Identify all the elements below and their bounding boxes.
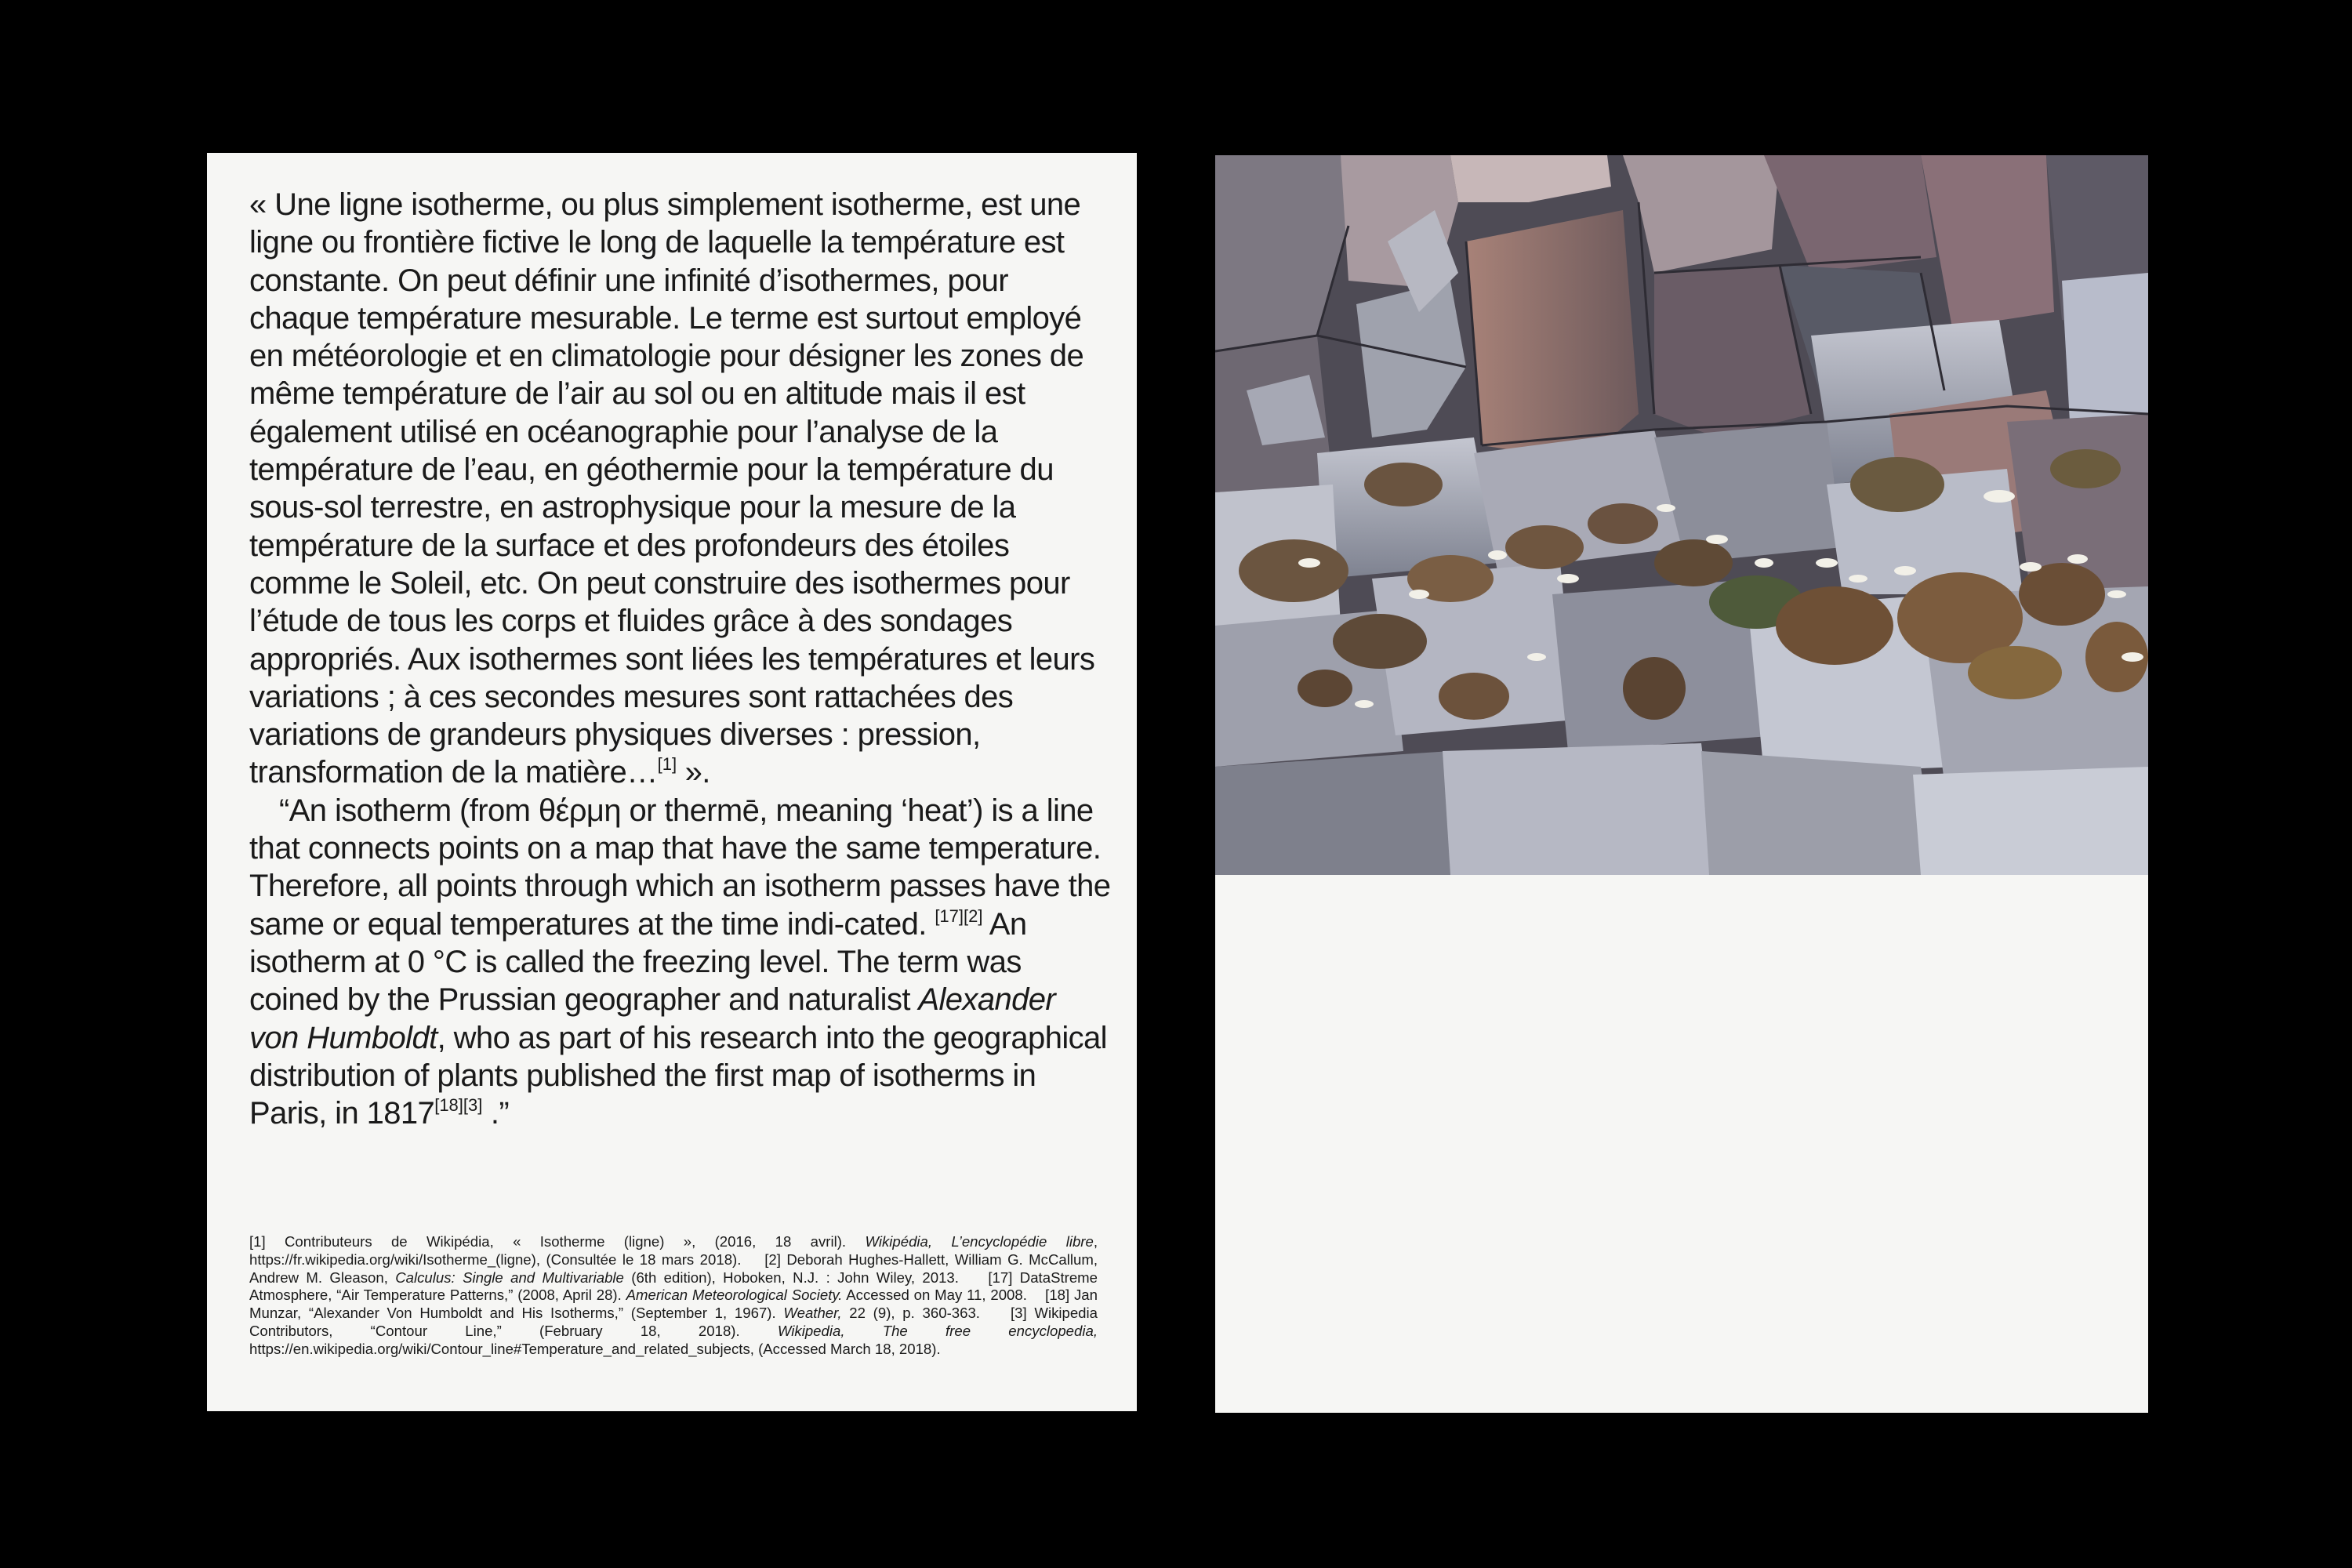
footnote-source: Wikipédia, L’encyclopédie libre xyxy=(865,1233,1094,1250)
main-text xyxy=(249,186,1112,1132)
open-guillemet: « xyxy=(249,187,275,222)
footnote-text: https://en.wikipedia.org/wiki/Contour_line#Temperature_and_related_subjects, (Accessed March 18, 2018). xyxy=(249,1340,941,1357)
footnote-ref: [18][3] xyxy=(434,1095,483,1116)
footnote-text: , https://fr.wikipedia.org/wiki/Isotherme_(ligne), (Consultée le 18 mars 2018). xyxy=(249,1233,1098,1268)
footnotes xyxy=(249,1233,1098,1359)
footnote-text: [2] Deborah Hughes-Hallett, William G. McCallum, Andrew M. Gleason, xyxy=(249,1250,1098,1286)
footnote-source: American Meteorological Society. xyxy=(626,1287,843,1304)
english-quote-text: , who as part of his research into the geographical distribution of plants published the first map of isotherms in Paris, in 1817 xyxy=(249,1020,1107,1131)
footnote-source: Calculus: Single and Multivariable xyxy=(395,1269,624,1286)
english-quote-text: “An isotherm (from θέρμη or thermē, meaning ‘heat’) is a line that connects points on a map that have the same temperature. Therefore, all points through which an isotherm passes have the same or equal temperatures at the time indi-cated. xyxy=(249,793,1111,942)
footnote-ref: [17][2] xyxy=(935,906,983,926)
footnote-ref: [1] xyxy=(657,754,677,775)
footnote-source: Weather, xyxy=(783,1305,842,1322)
french-quote-text: Une ligne isotherme, ou plus simplement isotherme, est une ligne ou frontière fictive le long de laquelle la température est constante. On peut définir une infinité d’isothermes, pour chaque température mesurable. Le terme est surtout employé en météorologie et en climatologie pour désigner les zones de même température de l’air au sol ou en altitude mais il est également utilisé en océanographie pour l’analyse de la température de l’eau, en géothermie pour la température du sous-sol terrestre, en astrophysique pour la mesure de la température de la surface et des profondeurs des étoiles comme le Soleil, etc. On peut construire des isothermes pour l’étude de tous les corps et fluides grâce à des sondages appropriés. Aux isothermes sont liées les températures et leurs variations ; à ces secondes mesures sont rattachées des variations de grandeurs physiques diverses : pression, transformation de la matière… xyxy=(249,187,1095,790)
close-quote: .” xyxy=(482,1096,510,1131)
footnote-text: (6th edition), Hoboken, N.J. : John Wiley, 2013. xyxy=(623,1269,959,1286)
footnote-text: [18] Jan Munzar, “Alexander Von Humboldt and His Isotherms,” (September 1, 1967). xyxy=(249,1287,1098,1322)
footnote-text: 22 (9), p. 360-363. xyxy=(841,1305,980,1322)
humboldt-name: Alexander von Humboldt xyxy=(249,982,1056,1055)
footnote-text: [1] Contributeurs de Wikipédia, « Isotherme (ligne) », (2016, 18 avril). xyxy=(249,1233,866,1250)
cliff-photo xyxy=(1215,155,2148,875)
right-page xyxy=(1215,155,2148,1413)
close-guillemet: ». xyxy=(677,755,710,790)
footnote-text: [3] Wikipedia Contributors, “Contour Line,” (February 18, 2018). xyxy=(249,1305,1098,1339)
cliff-photo-illustration xyxy=(1215,155,2148,875)
french-paragraph xyxy=(249,186,1112,792)
english-paragraph xyxy=(249,792,1112,1133)
left-page xyxy=(207,153,1137,1411)
footnote-text: Accessed on May 11, 2008. xyxy=(842,1287,1027,1304)
english-quote-text: An isotherm at 0 °C is called the freezing level. The term was coined by the Prussian geographer and naturalist xyxy=(249,906,1027,1018)
footnote-source: Wikipedia, The free encyclopedia, xyxy=(777,1322,1098,1339)
footnote-text: [17] DataStreme Atmosphere, “Air Temperature Patterns,” (2008, April 28). xyxy=(249,1269,1098,1304)
